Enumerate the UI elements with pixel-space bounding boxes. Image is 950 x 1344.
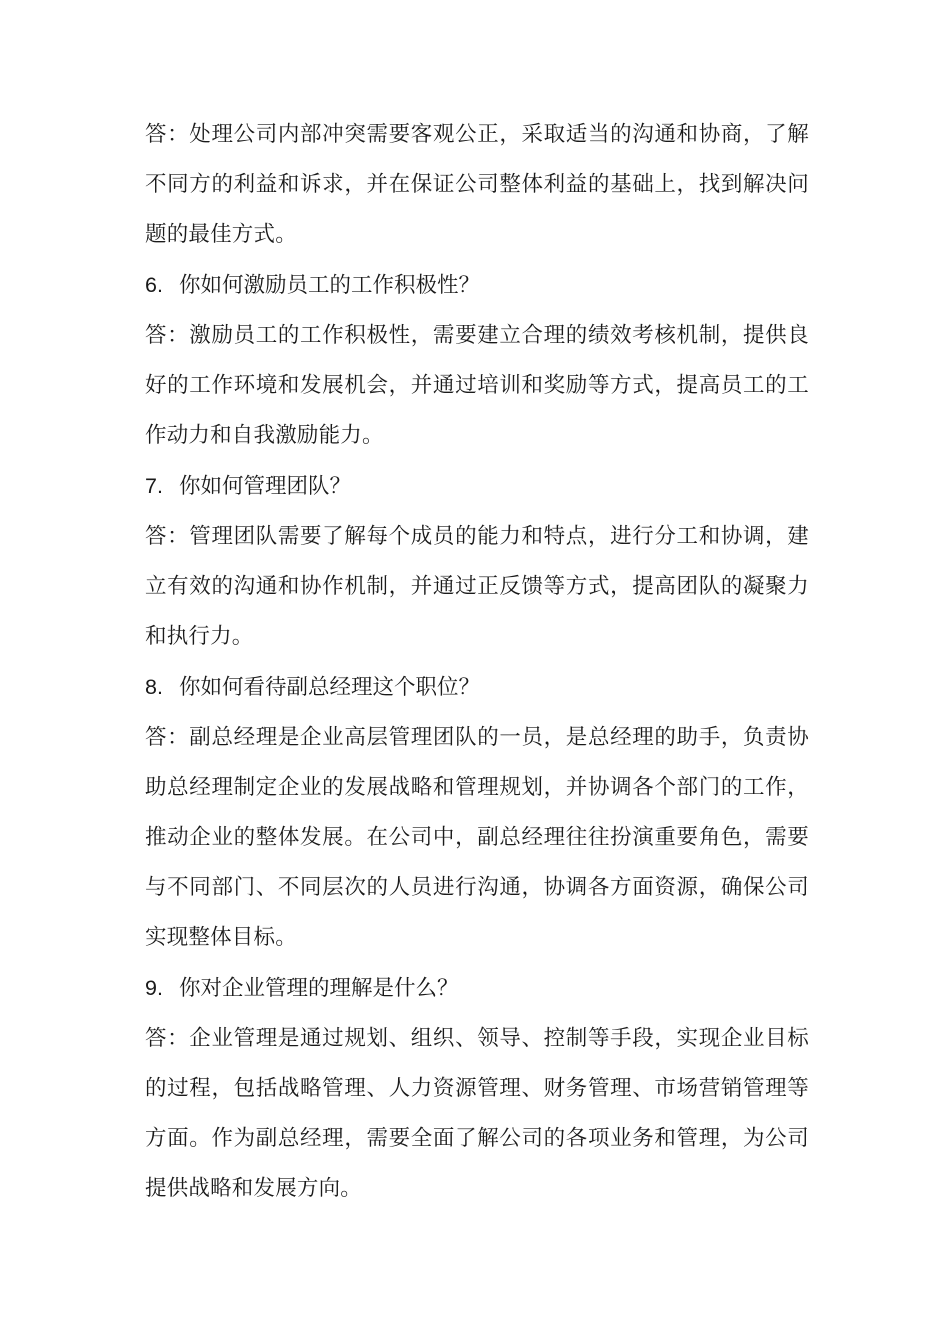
question-8 [145,662,809,713]
answer-paragraph-5: 答：处理公司内部冲突需要客观公正，采取适当的沟通和协商，了解不同方的利益和诉求，并在保证公司整体利益的基础上，找到解决问题的最佳方式。 [145,122,809,247]
question-text: 你对企业管理的理解是什么？ [179,976,459,1001]
question-text: 你如何看待副总经理这个职位？ [179,675,481,700]
answer-paragraph-9: 答：企业管理是通过规划、组织、领导、控制等手段，实现企业目标的过程，包括战略管理、人力资源管理、财务管理、市场营销管理等方面。作为副总经理，需要全面了解公司的各项业务和管理，为公司提供战略和发展方向。 [145,1026,809,1201]
question-number: 6. [145,273,163,297]
question-7 [145,461,809,512]
answer-paragraph-7: 答：管理团队需要了解每个成员的能力和特点，进行分工和协调，建立有效的沟通和协作机制，并通过正反馈等方式，提高团队的凝聚力和执行力。 [145,524,809,649]
question-9 [145,963,809,1014]
answer-paragraph-8: 答：副总经理是企业高层管理团队的一员，是总经理的助手，负责协助总经理制定企业的发展战略和管理规划，并协调各个部门的工作，推动企业的整体发展。在公司中，副总经理往往扮演重要角色，需要与不同部门、不同层次的人员进行沟通，协调各方面资源，确保公司实现整体目标。 [145,725,809,950]
question-6 [145,260,809,311]
answer-paragraph-6: 答：激励员工的工作积极性，需要建立合理的绩效考核机制，提供良好的工作环境和发展机会，并通过培训和奖励等方式，提高员工的工作动力和自我激励能力。 [145,323,809,448]
question-text: 你如何激励员工的工作积极性？ [179,273,481,298]
question-number: 8. [145,675,163,699]
question-number: 9. [145,976,163,1000]
document-body [145,110,809,1214]
question-text: 你如何管理团队？ [179,474,352,499]
question-number: 7. [145,474,163,498]
